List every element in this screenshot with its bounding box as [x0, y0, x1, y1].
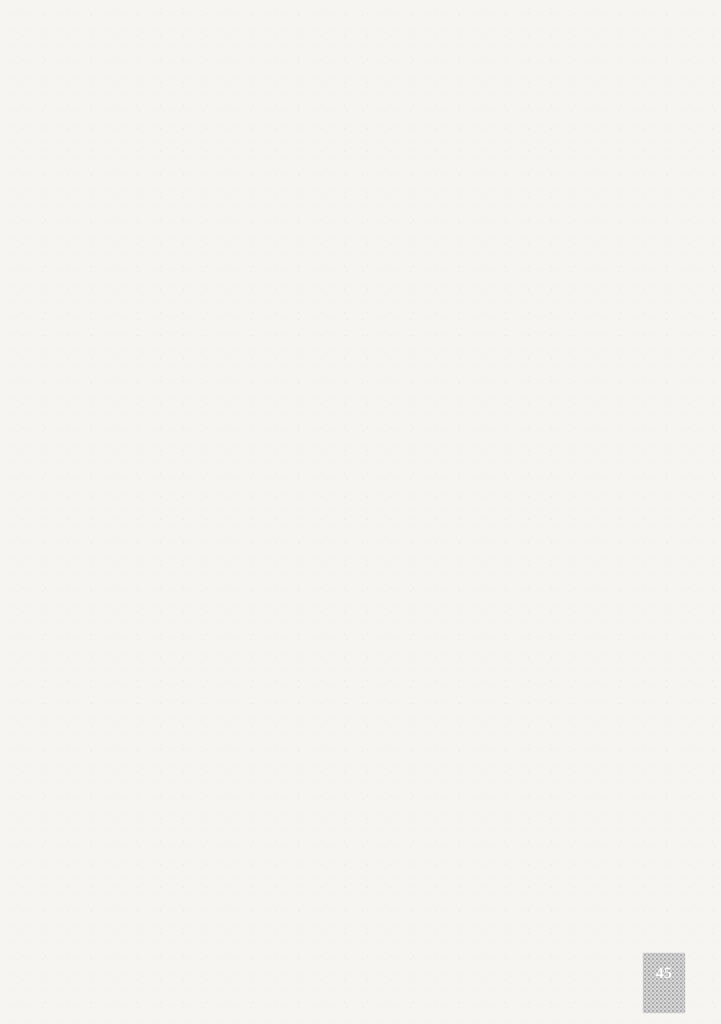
page-number-badge: [643, 953, 685, 1013]
page-number: 45: [655, 965, 673, 982]
